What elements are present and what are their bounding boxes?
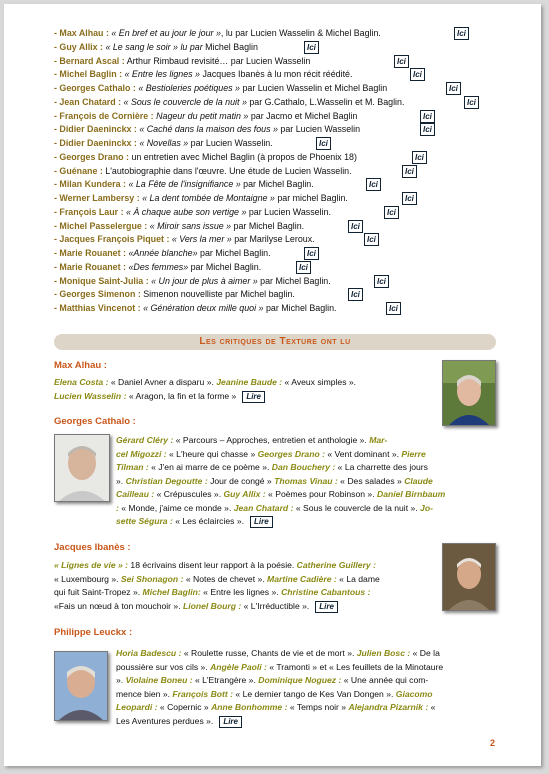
author-name: - François Laur : — [54, 206, 124, 217]
author-name: - Didier Daeninckx : — [54, 138, 137, 148]
interview-item — [54, 178, 494, 192]
author-photo-jacques-ibanes — [442, 543, 496, 611]
interview-note: par Lucien Wasselin et Michel Baglin — [239, 83, 388, 93]
interview-list — [54, 27, 494, 316]
section-body: « Lignes de vie » : 18 écrivains disent leur rapport à la poésie. Catherine Guillery : « Luxembourg ». Sei Shonagon : « Notes de chevet ». Martine Cadière : « La dame qui fuit Saint-Tropez ». Michel Baglin: « Entre les lignes ». Christine Cabantous : «Fais un nœud à ton mouchoir ». Lionel Bourg : « L'Irréductible ». — [54, 560, 380, 611]
ici-button[interactable]: Ici — [304, 41, 319, 54]
interview-note: un entretien avec Michel Baglin (à propos de Phoenix 18) — [131, 151, 357, 162]
interview-item — [54, 82, 494, 96]
lire-button[interactable]: Lire — [242, 391, 265, 403]
author-photo-max-alhau — [442, 360, 496, 426]
work-title: « En bref et au jour le jour » — [111, 28, 221, 38]
section-heading-philippe-leuckx: Philippe Leuckx : — [54, 627, 133, 638]
work-title: « La Fête de l'insignifiance » — [128, 179, 241, 190]
ici-button[interactable]: Ici — [446, 82, 461, 95]
author-name: - Guénane : — [54, 165, 103, 176]
work-title: « Novellas » — [139, 138, 189, 148]
ici-button[interactable]: Ici — [464, 96, 479, 109]
work-title: « Vers la mer » — [171, 234, 232, 245]
interview-item — [54, 288, 494, 302]
interview-item — [54, 261, 494, 275]
work-title: « À chaque aube son vertige » — [126, 206, 247, 217]
ici-button[interactable]: Ici — [420, 110, 435, 123]
author-name: - Jacques François Piquet : — [54, 234, 170, 245]
interview-item — [54, 137, 494, 151]
author-name: - Werner Lambersy : — [54, 193, 140, 203]
work-title: « Miroir sans issue » — [149, 220, 232, 231]
work-title: « Bestioleries poétiques » — [138, 83, 240, 93]
work-title: «Année blanche» — [128, 248, 198, 258]
interview-note: Simenon nouvelliste par Michel baglin. — [143, 289, 295, 300]
interview-item — [54, 123, 494, 137]
author-name: - Monique Saint-Julia : — [54, 275, 149, 286]
ici-button[interactable]: Ici — [348, 220, 363, 233]
interview-note: par G.Cathalo, L.Wasselin et M. Baglin. — [246, 96, 405, 107]
ici-button[interactable]: Ici — [410, 68, 425, 81]
interview-item — [54, 151, 494, 165]
work-title: « Caché dans la maison des fous » — [139, 124, 278, 135]
section-text-max-alhau — [54, 376, 434, 403]
interview-note: par Michel Baglin. — [197, 248, 271, 258]
lire-button[interactable]: Lire — [250, 516, 273, 528]
interview-note: Arthur Rimbaud revisité… par Lucien Wasselin — [126, 55, 311, 66]
interview-note: par Michel Baglin. — [231, 220, 305, 231]
interview-item — [54, 233, 494, 247]
interview-item — [54, 220, 494, 234]
author-name: - Jean Chatard : — [54, 96, 122, 107]
ici-button[interactable]: Ici — [366, 178, 381, 191]
author-name: - Bernard Ascal : — [54, 55, 125, 66]
author-name: - Guy Allix : — [54, 41, 103, 52]
interview-item — [54, 192, 494, 206]
interview-item — [54, 96, 494, 110]
author-name: - Marie Rouanet : — [54, 248, 126, 258]
author-name: - Max Alhau : — [54, 28, 109, 38]
work-title: « Sous le couvercle de la nuit » — [123, 96, 247, 107]
ici-button[interactable]: Ici — [402, 192, 417, 205]
interview-note: par Lucien Wasselin — [277, 124, 361, 135]
interview-note: L'autobiographie dans l'œuvre. Une étude de Lucien Wasselin. — [105, 165, 352, 176]
author-name: - Milan Kundera : — [54, 179, 126, 190]
lire-button[interactable]: Lire — [315, 601, 338, 613]
page-number: 2 — [490, 738, 496, 748]
section-body: Elena Costa : « Daniel Avner a disparu ». Jeanine Baude : « Aveux simples ». Lucien Wasselin : « Aragon, la fin et la forme » — [54, 377, 357, 401]
author-name: - Georges Drano : — [54, 151, 129, 162]
ici-button[interactable]: Ici — [316, 137, 331, 150]
interview-note: par Michel Baglin. — [263, 303, 337, 313]
author-name: - Matthias Vincenot : — [54, 303, 141, 313]
ici-button[interactable]: Ici — [420, 123, 435, 136]
interview-note: Michel Baglin — [202, 41, 258, 52]
section-text-philippe-leuckx — [116, 647, 498, 728]
interview-item — [54, 55, 494, 69]
section-body: Horia Badescu : « Roulette russe, Chants de vie et de mort ». Julien Bosc : « De la poussière sur vos cils ». Angèle Paoli : « Tramonti » et « Les feuillets de la Minotaure ». Violaine Boneu : « L'Etrangère ». Dominique Noguez : « Une année qui com- mence bien ». François Bott : « Le dernier tango de Kes Van Dongen ». Giacomo Leopardi : « Copernic » Anne Bonhomme : « Temps noir » Alejandra Pizarnik : « Les Aventures perdues ». — [116, 648, 444, 726]
section-text-jacques-ibanes — [54, 559, 440, 613]
interview-item — [54, 302, 494, 316]
section-banner: Les critiques de Texture ont lu — [54, 334, 496, 350]
work-title: « Un jour de plus à aimer » — [151, 275, 258, 286]
author-name: - Georges Cathalo : — [54, 83, 136, 93]
interview-note: par michel Baglin. — [274, 193, 348, 203]
work-title: « Le sang le soir » lu par — [105, 41, 203, 52]
interview-note: par Marilyse Leroux. — [231, 234, 315, 245]
interview-item — [54, 68, 494, 82]
author-name: - Michel Baglin : — [54, 69, 123, 80]
author-name: - François de Cornière : — [54, 110, 154, 121]
work-title: Nageur du petit matin » — [156, 110, 249, 121]
section-heading-georges-cathalo: Georges Cathalo : — [54, 416, 136, 427]
lire-button[interactable]: Lire — [219, 716, 242, 728]
interview-item — [54, 27, 494, 41]
interview-note: par Michel Baglin. — [240, 179, 314, 190]
interview-item — [54, 110, 494, 124]
ici-button[interactable]: Ici — [412, 151, 427, 164]
work-title: «Des femmes» — [128, 261, 189, 272]
interview-item — [54, 275, 494, 289]
ici-button[interactable]: Ici — [394, 55, 409, 68]
author-name: - Didier Daeninckx : — [54, 124, 137, 135]
interview-item — [54, 247, 494, 261]
ici-button[interactable]: Ici — [402, 165, 417, 178]
interview-note: , lu par Lucien Wasselin & Michel Baglin. — [220, 28, 381, 38]
ici-button[interactable]: Ici — [296, 261, 311, 274]
ici-button[interactable]: Ici — [364, 233, 379, 246]
interview-item — [54, 41, 494, 55]
interview-note: par Jacmo et Michel Baglin — [248, 110, 358, 121]
author-name: - Marie Rouanet : — [54, 261, 126, 272]
author-name: - Georges Simenon : — [54, 289, 141, 300]
ici-button[interactable]: Ici — [384, 206, 399, 219]
section-heading-jacques-ibanes: Jacques Ibanès : — [54, 542, 131, 553]
work-title: « Entre les lignes » — [124, 69, 200, 80]
interview-item — [54, 165, 494, 179]
ici-button[interactable]: Ici — [374, 275, 389, 288]
ici-button[interactable]: Ici — [304, 247, 319, 260]
interview-item — [54, 206, 494, 220]
interview-note: par Lucien Wasselin. — [246, 206, 331, 217]
ici-button[interactable]: Ici — [348, 288, 363, 301]
interview-note: par Michel Baglin. — [188, 261, 262, 272]
work-title: « La dent tombée de Montaigne » — [142, 193, 275, 203]
ici-button[interactable]: Ici — [386, 302, 401, 315]
section-body: Gérard Cléry : « Parcours – Approches, entretien et anthologie ». Mar- cel Migozzi : « L'heure qui chasse » Georges Drano : « Vent dominant ». Pierre Tilman : « J'en ai marre de ce poème ». Dan Bouchery : « La charrette des jours ». Christian Degoutte : Jour de congé » Thomas Vinau : « Des salades » Claude Cailleau : « Crépuscules ». Guy Allix : « Poèmes pour Robinson ». Daniel Birnbaum : « Monde, j'aime ce monde ». Jean Chatard : « Sous le couvercle de la nuit ». Jo- sette Ségura : « Les éclaircies ». — [116, 435, 446, 526]
author-name: - Michel Passelergue : — [54, 220, 148, 231]
section-text-georges-cathalo — [116, 434, 498, 529]
interview-note: par Lucien Wasselin. — [188, 138, 273, 148]
interview-note: par Michel Baglin. — [257, 275, 331, 286]
author-photo-philippe-leuckx — [54, 651, 108, 721]
ici-button[interactable]: Ici — [454, 27, 469, 40]
author-photo-georges-cathalo — [54, 434, 110, 502]
section-heading-max-alhau: Max Alhau : — [54, 360, 107, 371]
interview-note: Jacques Ibanès à lu mon récit réédité. — [200, 69, 353, 80]
work-title: « Génération deux mille quoi » — [143, 303, 264, 313]
